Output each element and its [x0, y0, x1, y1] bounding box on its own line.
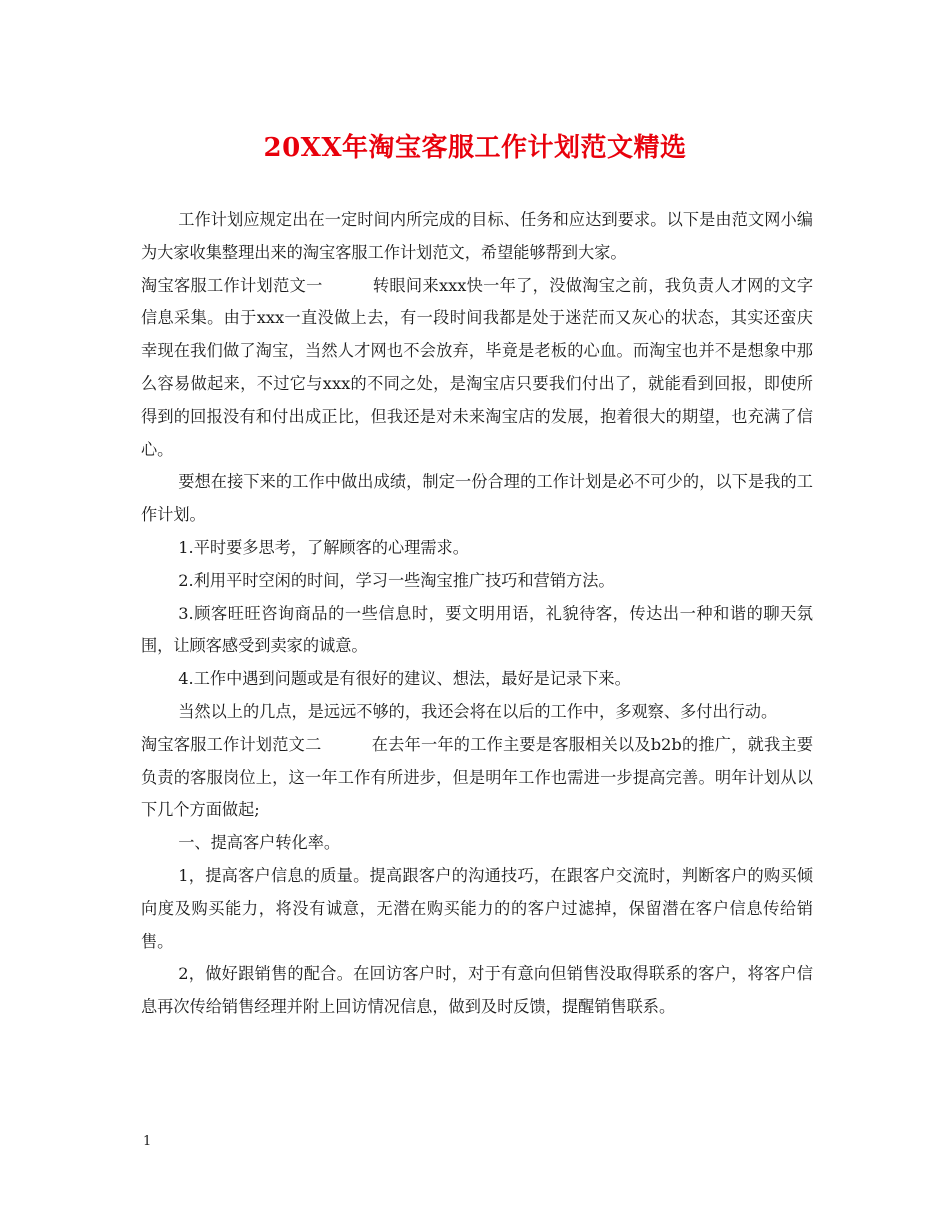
page-number: 1 — [143, 1134, 152, 1149]
section-item-1: 1，提高客户信息的质量。提高跟客户的沟通技巧，在跟客户交流时，判断客户的购买倾向度及购买能力，将没有诚意，无潜在购买能力的的客户过滤掉，保留潜在客户信息传给销售。 — [141, 865, 813, 951]
sample-one-text: 转眼间来xxx快一年了，没做淘宝之前，我负责人才网的文字信息采集。由于xxx一直没做上去，有一段时间我都是处于迷茫而又灰心的状态，其实还蛮庆幸现在我们做了淘宝，当然人才网也不会放弃，毕竟是老板的心血。而淘宝也并不是想象中那么容易做起来，不过它与xxx的不同之处，是淘宝店只要我们付出了，就能看到回报，即使所得到的回报没有和付出成正比，但我还是对未来淘宝店的发展，抱着很大的期望，也充满了信心。 — [141, 275, 814, 459]
sample-two-paragraph — [141, 729, 813, 827]
document-body — [141, 204, 813, 1024]
sample-two-text: 在去年一年的工作主要是客服相关以及b2b的推广，就我主要负责的客服岗位上，这一年工作有所进步，但是明年工作也需进一步提高完善。明年计划从以下几个方面做起; — [141, 734, 813, 820]
sample-two-heading: 淘宝客服工作计划范文二 — [141, 734, 322, 754]
document-title: 20XX年淘宝客服工作计划范文精选 — [263, 133, 687, 163]
section-item-2: 2，做好跟销售的配合。在回访客户时，对于有意向但销售没取得联系的客户，将客户信息再次传给销售经理并附上回访情况信息，做到及时反馈，提醒销售联系。 — [141, 964, 813, 1017]
plan-item-3: 3.顾客旺旺咨询商品的一些信息时，要文明用语，礼貌待客，传达出一种和谐的聊天氛围，让顾客感受到卖家的诚意。 — [141, 603, 813, 656]
plan-item-2: 2.利用平时空闲的时间，学习一些淘宝推广技巧和营销方法。 — [178, 570, 615, 590]
plan-conclusion: 当然以上的几点，是远远不够的，我还会将在以后的工作中，多观察、多付出行动。 — [178, 701, 778, 721]
section-heading: 一、提高客户转化率。 — [178, 833, 341, 853]
sample-one-paragraph — [141, 270, 813, 467]
work-plan-intro: 要想在接下来的工作中做出成绩，制定一份合理的工作计划是必不可少的，以下是我的工作计划。 — [141, 472, 813, 525]
plan-item-4: 4.工作中遇到问题或是有很好的建议、想法，最好是记录下来。 — [178, 669, 631, 689]
intro-paragraph: 工作计划应规定出在一定时间内所完成的目标、任务和应达到要求。以下是由范文网小编为大家收集整理出来的淘宝客服工作计划范文，希望能够帮到大家。 — [141, 210, 813, 262]
sample-one-heading: 淘宝客服工作计划范文一 — [141, 275, 323, 295]
plan-item-1: 1.平时要多思考，了解顾客的心理需求。 — [178, 537, 469, 557]
